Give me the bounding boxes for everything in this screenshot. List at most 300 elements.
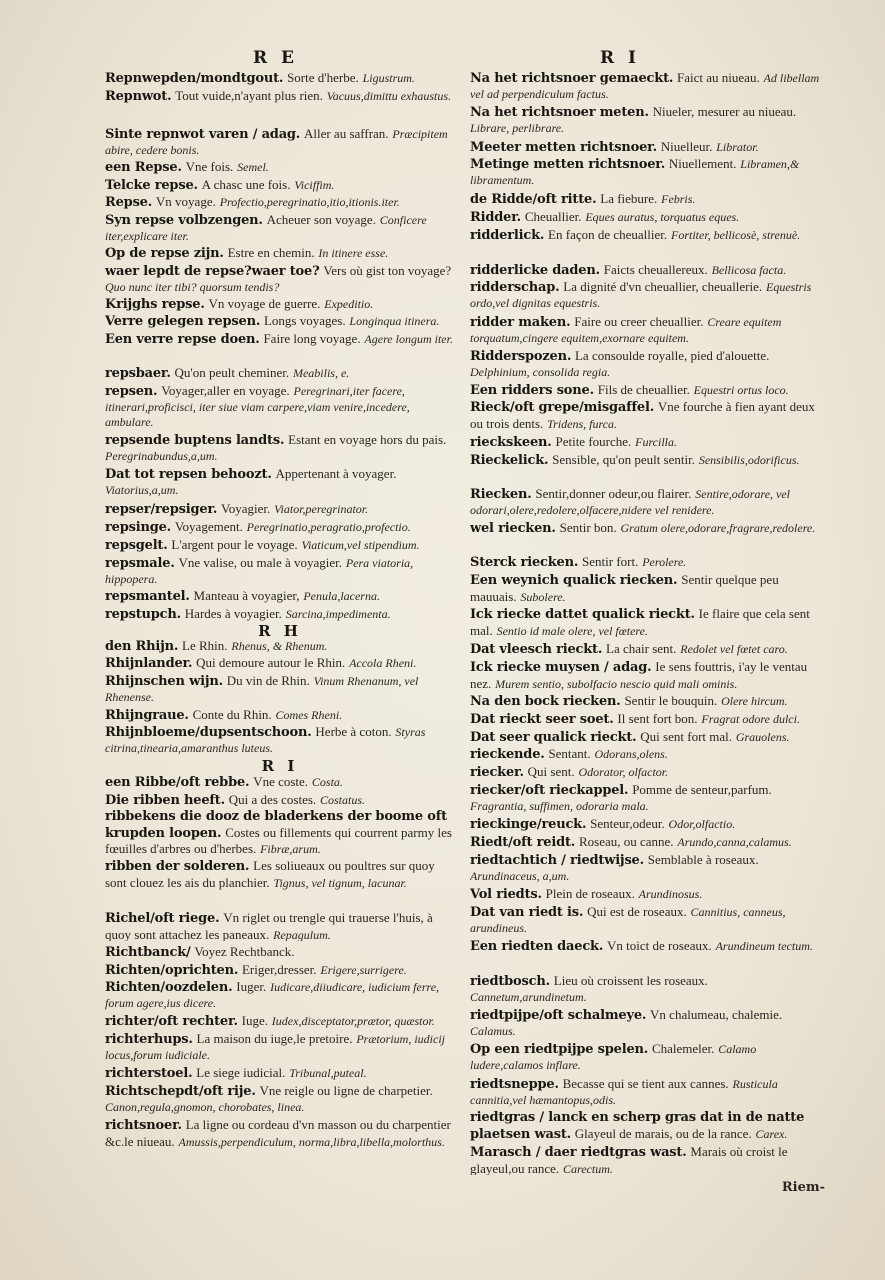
headword: Een weynich qualick riecken. [470, 573, 678, 588]
french-gloss: Cheuallier. [524, 209, 582, 224]
french-gloss: Eriger,dresser. [241, 962, 317, 977]
headword: Syn repse volbzengen. [105, 213, 263, 228]
french-gloss: Le siege iudicial. [196, 1065, 286, 1080]
french-gloss: Sensible, qu'on peult sentir. [552, 452, 695, 467]
dictionary-entry [470, 382, 825, 398]
latin-gloss: Erigere,surrigere. [320, 963, 407, 977]
french-gloss: Voyager,aller en voyage. [161, 383, 290, 398]
headword: den Rhijn. [105, 639, 179, 654]
french-gloss: Manteau à voyagier, [193, 588, 300, 603]
latin-gloss: Grauolens. [735, 730, 790, 744]
headword: Rhijnlander. [105, 656, 193, 671]
latin-gloss: Bellicosa facta. [711, 263, 787, 277]
french-gloss: Sentir,donner odeur,ou flairer. [535, 486, 692, 501]
dictionary-entry [105, 313, 455, 329]
latin-gloss: Furcilla. [635, 435, 677, 449]
dictionary-entry [470, 904, 825, 935]
latin-gloss: Peregrinabundus,a,um. [105, 448, 218, 463]
headword: ribbekens die dooz de bladerkens der boome oft krupden loopen. [105, 809, 447, 841]
dictionary-entry [105, 1117, 455, 1164]
dictionary-entry [470, 659, 825, 690]
latin-gloss: Odor,olfactio. [668, 817, 736, 831]
latin-gloss: Calamus. [470, 1023, 516, 1038]
latin-gloss: Iudex,disceptator,prætor, quæstor. [271, 1014, 435, 1028]
dictionary-entry [105, 331, 455, 362]
headword: rieckskeen. [470, 435, 552, 450]
headword: richter/oft rechter. [105, 1014, 238, 1029]
dictionary-entry [105, 858, 455, 905]
latin-gloss: Fibræ,arum. [260, 842, 321, 856]
french-gloss: Qui sent fort mal. [640, 729, 733, 744]
latin-gloss: In itinere esse. [318, 246, 389, 260]
headword: Metinge metten richtsnoer. [470, 157, 666, 172]
dictionary-entry [105, 673, 455, 704]
french-gloss: Herbe à coton. [315, 724, 392, 739]
latin-gloss: Equestris ordo,vel dignitas equestris. [470, 280, 812, 310]
dictionary-entry [105, 177, 455, 193]
latin-gloss: Febris. [661, 192, 696, 206]
french-gloss: La consoulde royalle, pied d'alouette. [574, 348, 770, 363]
french-gloss: Vn toict de roseaux. [607, 938, 712, 953]
french-gloss: Fils de cheuallier. [597, 382, 690, 397]
dictionary-entry [470, 520, 825, 551]
french-gloss: Voyagement. [174, 519, 243, 534]
french-gloss: Marais où croist le glayeul,ou rance. [470, 1144, 788, 1175]
dictionary-entry [470, 139, 825, 155]
french-gloss: La fiebure. [600, 191, 658, 206]
french-gloss: En façon de cheuallier. [548, 227, 668, 242]
french-gloss: Ie flaire que cela sent mal. [470, 606, 810, 637]
latin-gloss: Cannitius, canneus, arundineus. [470, 905, 786, 935]
headword: Na het richtsnoer meten. [470, 105, 649, 120]
french-gloss: Plein de roseaux. [545, 886, 635, 901]
headword: repsgelt. [105, 538, 168, 553]
dictionary-entry [470, 104, 825, 135]
headword: ridderlicke daden. [470, 263, 600, 278]
french-gloss: L'argent pour le voyage. [171, 537, 298, 552]
latin-gloss: Viator,peregrinator. [274, 502, 369, 516]
dictionary-entry [470, 434, 825, 450]
latin-gloss: Cannetum,arundinetum. [470, 989, 587, 1004]
headword: Op een riedtpijpe spelen. [470, 1042, 649, 1057]
latin-gloss: Styras citrina,tinearia,amaranthus luteus. [105, 725, 426, 755]
headword: riedtgras / lanck en scherp gras dat in de natte plaetsen wast. [470, 1110, 805, 1141]
dictionary-entry [105, 655, 455, 671]
french-gloss: Roseau, ou canne. [578, 834, 674, 849]
headword: Na het richtsnoer gemaeckt. [470, 71, 674, 86]
headword: de Ridde/oft ritte. [470, 192, 597, 207]
dictionary-entry [470, 554, 825, 570]
french-gloss: Estre en chemin. [227, 245, 315, 260]
dictionary-entry [470, 973, 825, 1004]
latin-gloss: Costa. [311, 775, 343, 789]
french-gloss: Iuger. [236, 979, 267, 994]
french-gloss: Chalemeler. [651, 1041, 715, 1056]
latin-gloss: Iudicare,diiudicare, iudicium ferre, forum agere,ius dicere. [105, 980, 440, 1010]
dictionary-entry [470, 641, 825, 657]
french-gloss: Niueler, mesurer au niueau. [652, 104, 797, 119]
latin-gloss: Agere longum iter. [364, 332, 453, 346]
latin-gloss: Redolet vel fœtet caro. [680, 642, 788, 656]
headword: riedtachtich / riedtwijse. [470, 853, 644, 868]
latin-gloss: Viciffim. [294, 178, 335, 192]
latin-gloss: Sentio id male olere, vel fœtere. [496, 623, 648, 637]
headword: richterstoel. [105, 1066, 193, 1081]
headword: Telcke repse. [105, 178, 198, 193]
dictionary-entry [105, 724, 455, 755]
latin-gloss: Arundinaceus, a,um. [470, 868, 570, 883]
headword: Richten/oozdelen. [105, 980, 233, 995]
dictionary-entry [105, 588, 455, 604]
headword: Vol riedts. [470, 887, 542, 902]
dictionary-entry [470, 156, 825, 187]
french-gloss: Les soliueaux ou poultres sur quoy sont clouez les ais du planchier. [105, 858, 435, 890]
french-gloss: Faire long voyage. [263, 331, 361, 346]
dictionary-entry [105, 809, 455, 856]
latin-gloss: Odorans,olens. [594, 747, 668, 761]
french-gloss: Faicts cheuallereux. [603, 262, 708, 277]
dictionary-entry [470, 1076, 825, 1107]
latin-gloss: Prætorium, iudicij locus,forum iudiciale. [105, 1032, 445, 1062]
dictionary-entry [105, 1083, 455, 1114]
headword: ridderschap. [470, 280, 560, 295]
french-gloss: Qui sent. [527, 764, 575, 779]
headword: Dat van riedt is. [470, 905, 584, 920]
headword: riedtpijpe/oft schalmeye. [470, 1008, 647, 1023]
dictionary-entry [105, 792, 455, 808]
dictionary-entry [105, 88, 455, 119]
latin-gloss: Rusticula cannitia,vel hæmantopus,odis. [470, 1077, 778, 1107]
headword: Een verre repse doen. [105, 332, 260, 347]
headword: Die ribben heeft. [105, 793, 225, 808]
latin-gloss: Fortiter, bellicosè, strenuè. [670, 228, 801, 242]
headword: waer lepdt de repse?waer toe? [105, 264, 320, 279]
headword: Dat seer qualick rieckt. [470, 730, 637, 745]
latin-gloss: Viaticum,vel stipendium. [301, 538, 420, 552]
french-gloss: Qui a des costes. [228, 792, 317, 807]
dictionary-entry [470, 70, 825, 101]
dictionary-entry [105, 296, 455, 312]
headword: repser/repsiger. [105, 502, 218, 517]
dictionary-entry [470, 782, 825, 813]
french-gloss: Petite fourche. [555, 434, 632, 449]
headword: rieckinge/reuck. [470, 817, 587, 832]
french-gloss: Vers où gist ton voyage? [323, 263, 452, 278]
french-gloss: Vne coste. [253, 774, 309, 789]
french-gloss: Sentir le bouquin. [624, 693, 718, 708]
french-gloss: Becasse qui se tient aux cannes. [562, 1076, 729, 1091]
headword: riecker. [470, 765, 524, 780]
headword: ridder maken. [470, 315, 571, 330]
latin-gloss: Comes Rheni. [275, 708, 343, 722]
headword: Verre gelegen repsen. [105, 314, 261, 329]
headword: Richel/oft riege. [105, 911, 220, 926]
dictionary-entry [470, 262, 825, 278]
dictionary-entry [105, 432, 455, 463]
french-gloss: Niuellement. [668, 156, 737, 171]
headword: Repnwot. [105, 89, 172, 104]
headword: riecker/oft rieckappel. [470, 783, 629, 798]
latin-gloss: Penula,lacerna. [303, 589, 380, 603]
dictionary-entry [105, 159, 455, 175]
french-gloss: Longs voyages. [263, 313, 346, 328]
headword: Riedt/oft reidt. [470, 835, 576, 850]
french-gloss: Vne fourche à fien ayant deux ou trois dents. [470, 399, 815, 430]
latin-gloss: Gratum olere,odorare,fragrare,redolere. [620, 521, 816, 535]
headword: Rhijnschen wijn. [105, 674, 223, 689]
dictionary-entry [470, 852, 825, 883]
headword: Ick riecke muysen / adag. [470, 660, 652, 675]
headword: Meeter metten richtsnoer. [470, 140, 657, 155]
headword: wel riecken. [470, 521, 556, 536]
french-gloss: Conte du Rhin. [192, 707, 272, 722]
french-gloss: Aller au saffran. [303, 126, 389, 141]
latin-gloss: Semel. [237, 160, 269, 174]
latin-gloss: Olere hircum. [721, 694, 788, 708]
latin-gloss: Librare, perlibrare. [470, 120, 565, 135]
latin-gloss: Tribunal,puteal. [289, 1066, 367, 1080]
headword: repsende buptens landts. [105, 433, 285, 448]
headword: repstupch. [105, 607, 181, 622]
dictionary-entry [105, 365, 455, 381]
dictionary-entry [105, 537, 455, 553]
latin-gloss: Carectum. [562, 1161, 613, 1175]
french-gloss: Le Rhin. [182, 638, 228, 653]
headword: Rhijngraue. [105, 708, 189, 723]
dictionary-entry [470, 1041, 825, 1072]
french-gloss: Faire ou creer cheuallier. [574, 314, 704, 329]
french-gloss: Semblable à roseaux. [647, 852, 759, 867]
french-gloss: Il sent fort bon. [617, 711, 698, 726]
french-gloss: Acheuer son voyage. [266, 212, 376, 227]
dictionary-entry [470, 191, 825, 207]
headword: richterhups. [105, 1032, 193, 1047]
latin-gloss: Fragrantia, suffimen, odoraria mala. [470, 798, 649, 813]
catchword: Riem- [781, 1180, 825, 1195]
section-heading-rh: R H [258, 622, 302, 640]
french-gloss: Voyez Rechtbanck. [194, 944, 295, 959]
latin-gloss: Carex. [755, 1126, 788, 1141]
latin-gloss: Sarcina,impedimenta. [285, 607, 391, 621]
dictionary-entry [105, 944, 455, 960]
french-gloss: La maison du iuge,le pretoire. [196, 1031, 353, 1046]
headword: Ridderspozen. [470, 349, 572, 364]
french-gloss: Pomme de senteur,parfum. [632, 782, 772, 797]
latin-gloss: Pera viatoria, hippopera. [105, 556, 414, 586]
french-gloss: Costes ou fillements qui courrent parmy les fœuilles d'arbres ou d'herbes. [105, 824, 452, 856]
french-gloss: Qui demoure autour le Rhin. [196, 655, 346, 670]
french-gloss: Vn chalumeau, chalemie. [650, 1007, 783, 1022]
section-heading-ri: R I [261, 757, 299, 775]
headword: Ridder. [470, 210, 521, 225]
headword: rieckende. [470, 747, 545, 762]
headword: Rhijnbloeme/dupsentschoon. [105, 725, 312, 740]
latin-gloss: Librator. [716, 140, 759, 154]
french-gloss: Appertenant à voyager. [275, 466, 397, 481]
latin-gloss: Amussis,perpendiculum, norma,libra,libella,molorthus. [178, 1134, 445, 1149]
latin-gloss: Canon,regula,gnomon, chorobates, linea. [105, 1099, 305, 1114]
french-gloss: Qu'on peult cheminer. [174, 365, 290, 380]
french-gloss: Ie sens fouttris, i'ay le ventau nez. [470, 659, 808, 690]
dictionary-entry [105, 263, 455, 294]
dictionary-entry [105, 383, 455, 430]
latin-gloss: Fragrat odore dulci. [701, 712, 800, 726]
latin-gloss: Ligustrum. [362, 71, 415, 85]
latin-gloss: Tridens, furca. [547, 416, 618, 430]
headword: Dat vleesch rieckt. [470, 642, 603, 657]
latin-gloss: Eques auratus, torquatus eques. [585, 210, 740, 224]
headword: Rieck/oft grepe/misgaffel. [470, 400, 655, 415]
dictionary-entry [105, 126, 455, 157]
french-gloss: Sentir fort. [582, 554, 639, 569]
dictionary-entry [105, 707, 455, 723]
headword: repsen. [105, 384, 158, 399]
headword: Op de repse zijn. [105, 246, 224, 261]
dictionary-entry [470, 348, 825, 379]
latin-gloss: Ad libellam vel ad perpendiculum factus. [470, 71, 820, 101]
latin-gloss: Vacuus,dimittu exhaustus. [326, 89, 452, 103]
dictionary-entry [470, 816, 825, 832]
latin-gloss: Sensibilis,odorificus. [698, 453, 800, 467]
french-gloss: Vne valise, ou male à voyagier. [178, 555, 343, 570]
headword: Ick riecke dattet qualick rieckt. [470, 607, 695, 622]
dictionary-entry [105, 1013, 455, 1029]
french-gloss: La dignité d'vn cheuallier, cheuallerie. [563, 279, 763, 294]
latin-gloss: Vinum Rhenanum, vel Rhenense. [105, 674, 419, 704]
latin-gloss: Calamo ludere,calamos inflare. [470, 1042, 757, 1072]
dictionary-entry [470, 572, 825, 603]
latin-gloss: Costatus. [319, 793, 365, 807]
latin-gloss: Perolere. [642, 555, 687, 569]
dictionary-entry [470, 746, 825, 762]
french-gloss: Voyagier. [221, 501, 271, 516]
headword: Dat rieckt seer soet. [470, 712, 614, 727]
latin-gloss: Murem sentio, subolfacio nescio quid mali ominis. [495, 676, 738, 690]
headword: Riecken. [470, 487, 532, 502]
french-gloss: Faict au niueau. [677, 70, 760, 85]
dictionary-entry [470, 314, 825, 345]
headword: een Ribbe/oft rebbe. [105, 775, 250, 790]
dictionary-entry [105, 555, 455, 586]
headword: Sinte repnwot varen / adag. [105, 127, 301, 142]
dictionary-entry [470, 1144, 825, 1175]
french-gloss: Vn voyage de guerre. [208, 296, 321, 311]
headword: repsmantel. [105, 589, 190, 604]
latin-gloss: Odorator, olfactor. [578, 765, 669, 779]
french-gloss: Senteur,odeur. [590, 816, 665, 831]
dictionary-entry [470, 764, 825, 780]
headword: Marasch / daer riedtgras wast. [470, 1145, 687, 1160]
french-gloss: Glayeul de marais, ou de la rance. [574, 1125, 752, 1141]
dictionary-entry [470, 711, 825, 727]
dictionary-entry [105, 212, 455, 243]
latin-gloss: Præcipitem abire, cedere bonis. [105, 127, 448, 157]
headword: richtsnoer. [105, 1118, 182, 1133]
french-gloss: Vn voyage. [155, 194, 216, 209]
headword: repsmale. [105, 556, 175, 571]
headword: riedtsneppe. [470, 1077, 559, 1092]
latin-gloss: Delphinium, consolida regia. [470, 364, 611, 379]
latin-gloss: Peregrinari,iter facere, itinerari,proficisci, iter siue viam carpere,viam venire,incedere, ambulare. [105, 384, 410, 429]
latin-gloss: Peregrinatio,peragratio,profectio. [246, 520, 411, 534]
headword: riedtbosch. [470, 974, 550, 989]
dictionary-entry [470, 279, 825, 310]
latin-gloss: Creare equitem torquatum,cingere equitem,exornare equitem. [470, 315, 782, 345]
french-gloss: Tout vuide,n'ayant plus rien. [175, 88, 323, 103]
headword: repsinge. [105, 520, 172, 535]
dictionary-entry [470, 886, 825, 902]
headword: Een riedten daeck. [470, 939, 604, 954]
dictionary-entry [470, 606, 825, 637]
headword: Richtschepdt/oft rije. [105, 1084, 256, 1099]
dictionary-entry [470, 486, 825, 517]
latin-gloss: Viatorius,a,um. [105, 482, 179, 497]
french-gloss: Sentir bon. [559, 520, 617, 535]
dictionary-entry [105, 774, 455, 790]
dictionary-entry [470, 1110, 825, 1141]
dictionary-entry [470, 227, 825, 258]
french-gloss: Hardes à voyagier. [184, 606, 282, 621]
french-gloss: Sentant. [548, 746, 591, 761]
dictionary-entry [470, 452, 825, 483]
headword: Een ridders sone. [470, 383, 594, 398]
latin-gloss: Conficere iter,explicare iter. [105, 213, 427, 243]
french-gloss: Qui est de roseaux. [587, 904, 687, 919]
french-gloss: Niuelleur. [660, 139, 713, 154]
dictionary-entry [470, 834, 825, 850]
dictionary-entry [105, 910, 455, 941]
latin-gloss: Libramen,& libramentum. [470, 157, 800, 187]
dictionary-entry [105, 638, 455, 654]
french-gloss: Iuge. [241, 1013, 268, 1028]
dictionary-entry [105, 519, 455, 535]
dictionary-entry [105, 1065, 455, 1081]
headword: ribben der solderen. [105, 859, 250, 874]
headword: Rieckelick. [470, 453, 549, 468]
dictionary-entry [105, 501, 455, 517]
french-gloss: Sorte d'herbe. [287, 70, 359, 85]
headword: Dat tot repsen behoozt. [105, 467, 272, 482]
headword: Sterck riecken. [470, 555, 579, 570]
latin-gloss: Profectio,peregrinatio,itio,itionis.iter. [219, 195, 400, 209]
french-gloss: Vne fois. [185, 159, 234, 174]
dictionary-entry [470, 209, 825, 225]
headword: een Repse. [105, 160, 182, 175]
latin-gloss: Expeditio. [324, 297, 374, 311]
french-gloss: Lieu où croissent les roseaux. [553, 973, 708, 988]
latin-gloss: Arundinosus. [638, 887, 703, 901]
latin-gloss: Quo nunc iter tibi? quorsum tendis? [105, 279, 280, 294]
latin-gloss: Arundo,canna,calamus. [677, 835, 792, 849]
dictionary-entry [105, 194, 455, 210]
french-gloss: La chair sent. [606, 641, 677, 656]
dictionary-entry [470, 399, 825, 430]
running-header-right: R I [600, 48, 640, 68]
latin-gloss: Meabilis, e. [292, 366, 350, 380]
latin-gloss: Repagulum. [273, 927, 331, 941]
french-gloss: Vn riglet ou trengle qui trauerse l'huis, à quoy sont attachez les paneaux. [105, 910, 433, 941]
dictionary-entry [105, 466, 455, 497]
running-header-left: R E [253, 48, 299, 68]
dictionary-entry [470, 693, 825, 709]
french-gloss: Estant en voyage hors du pais. [288, 432, 447, 447]
dictionary-entry [105, 606, 455, 622]
french-gloss: Vne reigle ou ligne de charpetier. [259, 1083, 433, 1098]
french-gloss: La ligne ou cordeau d'vn masson ou du charpentier &c.le niueau. [105, 1117, 451, 1149]
latin-gloss: Arundineum tectum. [715, 939, 813, 953]
headword: Na den bock riecken. [470, 694, 621, 709]
french-gloss: Sentir quelque peu mauuais. [470, 572, 779, 603]
